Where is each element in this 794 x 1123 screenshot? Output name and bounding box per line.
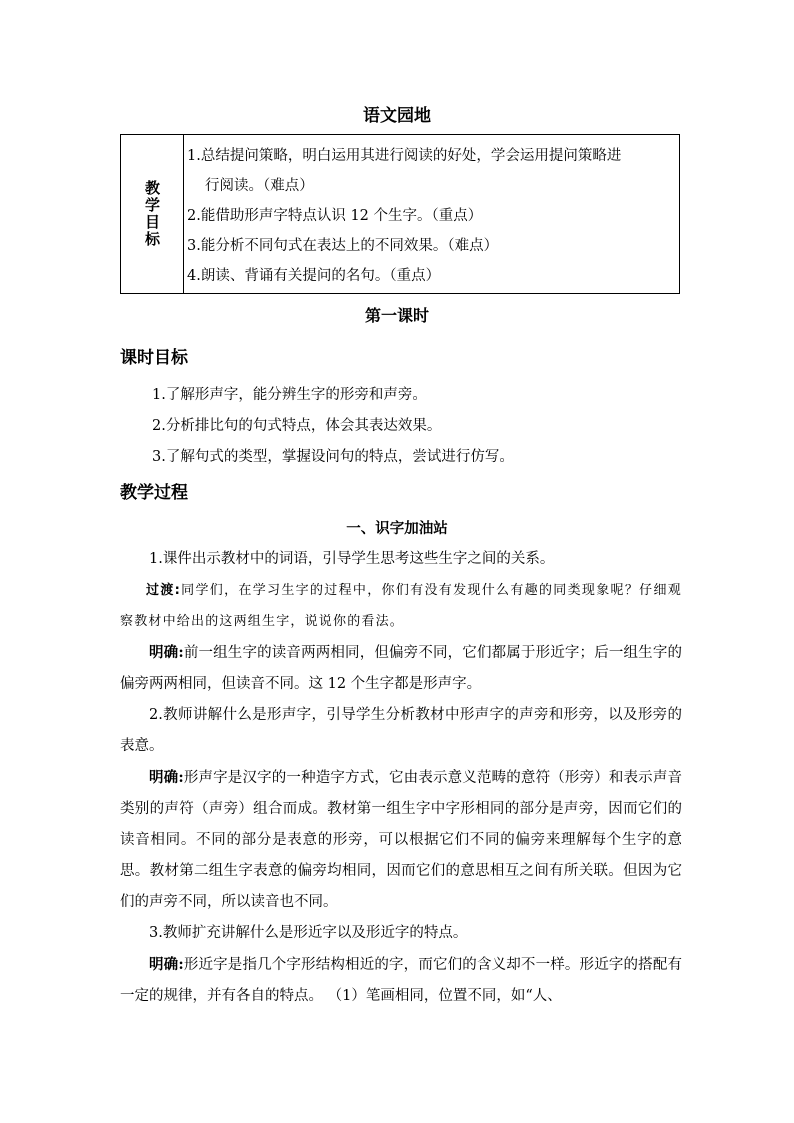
objective-item-1: 1.了解形声字，能分辨生字的形旁和声旁。 [152, 387, 427, 403]
paragraph-5-lead: 明确: [149, 769, 184, 786]
paragraph-1 [120, 544, 682, 575]
teaching-goals-list [187, 141, 677, 291]
paragraph-5 [120, 762, 682, 918]
paragraph-4-text: 2.教师讲解什么是形声字，引导学生分析教材中形声字的声旁和形旁，以及形旁的表意。 [120, 707, 682, 754]
paragraph-2 [120, 575, 682, 637]
paragraph-3 [120, 637, 682, 700]
paragraph-7-text: 形近字是指几个字形结构相近的字，而它们的含义却不一样。形近字的搭配有一定的规律，并有各自的特点。 （1）笔画相同，位置不同，如“人、 [120, 957, 682, 1004]
goal-item-2: 2.能借助形声字特点认识 12 个生字。（重点） [187, 208, 483, 224]
paragraph-5-text: 形声字是汉字的一种造字方式，它由表示意义范畴的意符（形旁）和表示声音类别的声符（声旁）组合而成。教材第一组生字中字形相同的部分是声旁，因而它们的读音相同。不同的部分是表意的形旁，可以根据它们不同的偏旁来理解每个生字的意思。教材第二组生字表意的偏旁均相同，因而它们的意思相互之间有所关联。但因为它们的声旁不同，所以读音也不同。 [120, 770, 682, 910]
objectives-list [152, 380, 692, 473]
goal-item-1 [187, 141, 677, 201]
paragraph-6-text: 3.教师扩充讲解什么是形近字以及形近字的特点。 [149, 925, 468, 941]
objectives-heading: 课时目标 [120, 348, 188, 368]
paragraph-6 [120, 918, 682, 949]
paragraph-1-text: 1.课件出示教材中的词语，引导学生思考这些生字之间的关系。 [149, 551, 555, 567]
paragraph-3-lead: 明确: [149, 644, 184, 661]
paragraph-2-text: 同学们，在学习生字的过程中，你们有没有发现什么有趣的同类现象呢？仔细观察教材中给出的这两组生字，说说你的看法。 [120, 583, 682, 629]
process-heading: 教学过程 [120, 483, 188, 503]
paragraph-2-lead: 过渡: [146, 583, 182, 598]
paragraph-7-lead: 明确: [149, 956, 184, 973]
goal-item-1-line1: 1.总结提问策略，明白运用其进行阅读的好处，学会运用提问策略进 [187, 148, 622, 164]
document-title: 语文园地 [363, 106, 431, 126]
paragraph-3-text: 前一组生字的读音两两相同，但偏旁不同，它们都属于形近字；后一组生字的偏旁两两相同，但读音不同。这 12 个生字都是形声字。 [120, 645, 682, 692]
lesson-title: 第一课时 [364, 306, 429, 325]
objective-item-2: 2.分析排比句的句式特点，体会其表达效果。 [152, 418, 442, 434]
teaching-goals-header-text: 教学目标 [143, 180, 161, 248]
process-body [120, 544, 682, 1012]
paragraph-7 [120, 949, 682, 1012]
objective-item-3: 3.了解句式的类型，掌握设问句的特点，尝试进行仿写。 [152, 449, 514, 465]
goal-item-3: 3.能分析不同句式在表达上的不同效果。（难点） [187, 238, 499, 254]
goal-item-4: 4.朗读、背诵有关提问的名句。（重点） [187, 268, 441, 284]
goal-item-1-line2: 行阅读。（难点） [205, 178, 314, 194]
teaching-goals-header [121, 135, 184, 293]
teaching-goals-table [120, 134, 680, 294]
process-subheading: 一、识字加油站 [346, 520, 448, 537]
paragraph-4 [120, 700, 682, 762]
